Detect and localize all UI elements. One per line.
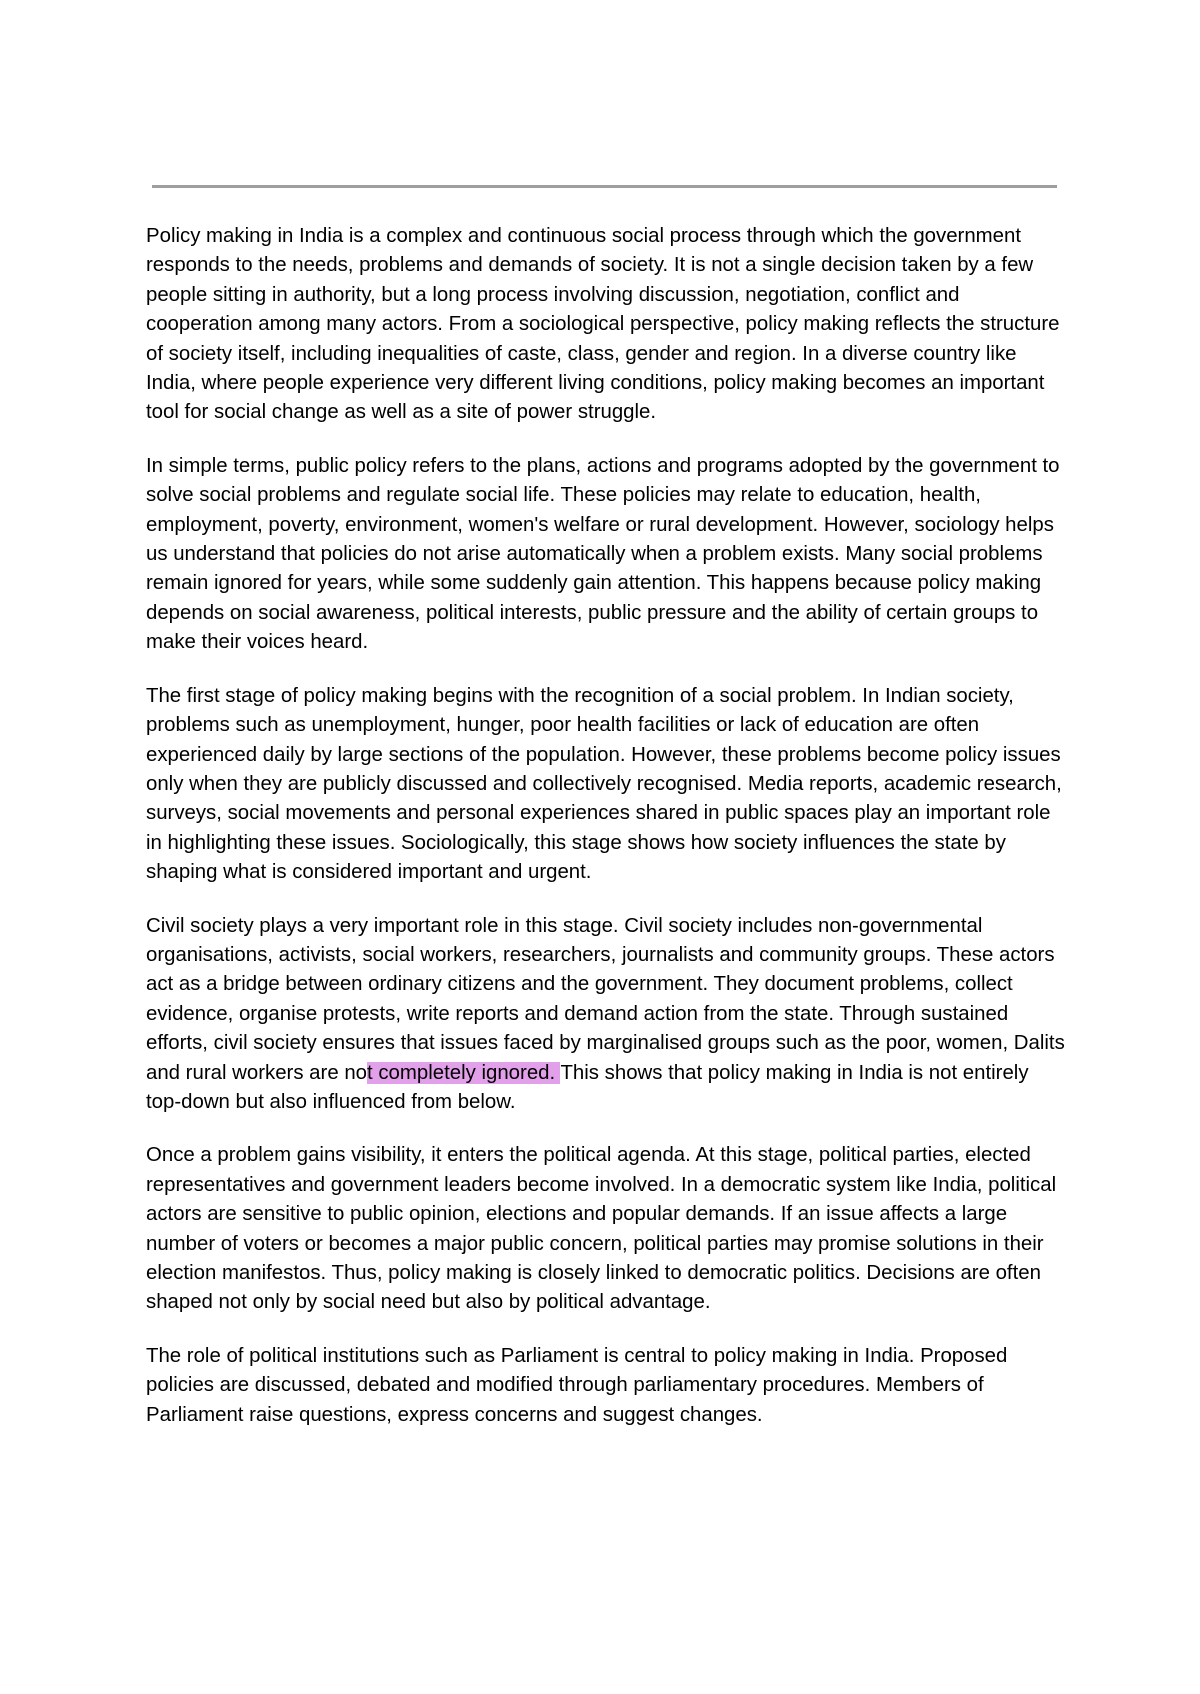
civil-society-text-end: This shows that policy making in India is not entirely top-down but also influenced from below. [146, 1061, 1029, 1113]
document-body [146, 222, 1066, 1454]
paragraph-political-agenda: Once a problem gains visibility, it enters the political agenda. At this stage, political parties, elected representatives and government leaders become involved. In a democratic system like India, political actors are sensitive to public opinion, elections and popular demands. If an issue affects a large number of voters or becomes a major public concern, political parties may promise solutions in their election manifestos. Thus, policy making is closely linked to democratic politics. Decisions are often shaped not only by social need but also by political advantage. [146, 1144, 1057, 1314]
paragraph-intro: Policy making in India is a complex and continuous social process through which the government responds to the needs, problems and demands of society. It is not a single decision taken by a few people sitting in authority, but a long process involving discussion, negotiation, conflict and cooperation among many actors. From a sociological perspective, policy making reflects the structure of society itself, including inequalities of caste, class, gender and region. In a diverse country like India, where people experience very different living conditions, policy making becomes an important tool for social change as well as a site of power struggle. [146, 225, 1060, 424]
paragraph-public-policy: In simple terms, public policy refers to the plans, actions and programs adopted by the government to solve social problems and regulate social life. These policies may relate to education, health, employment, poverty, environment, women's welfare or rural development. However, sociology helps us understand that policies do not arise automatically when a problem exists. Many social problems remain ignored for years, while some suddenly gain attention. This happens because policy making depends on social awareness, political interests, public pressure and the ability of certain groups to make their voices heard. [146, 454, 1060, 654]
header-divider [152, 185, 1057, 188]
paragraph-parliament: The role of political institutions such as Parliament is central to policy making in India. Proposed policies are discussed, debated and modified through parliamentary procedures. Members of Parliament raise questions, express concerns and suggest changes. [146, 1344, 1008, 1426]
highlighted-text[interactable]: t completely ignored. [367, 1061, 561, 1084]
civil-society-text-start: Civil society plays a very important role in this stage. Civil society includes non-governmental organisations, activists, social workers, researchers, journalists and community groups. These actors act as a bridge between ordinary citizens and the government. They document problems, collect evidence, organise protests, write reports and demand action from the state. Through sustained efforts, civil society ensures that issues faced by marginalised groups such as the poor, women, Dalits and rural workers are no [146, 914, 1065, 1084]
paragraph-civil-society [146, 912, 1066, 1118]
paragraph-problem-recognition: The first stage of policy making begins with the recognition of a social problem. In Indian society, problems such as unemployment, hunger, poor health facilities or lack of education are often experienced daily by large sections of the population. However, these problems become policy issues only when they are publicly discussed and collectively recognised. Media reports, academic research, surveys, social movements and personal experiences shared in public spaces play an important role in highlighting these issues. Sociologically, this stage shows how society influences the state by shaping what is considered important and urgent. [146, 684, 1062, 884]
